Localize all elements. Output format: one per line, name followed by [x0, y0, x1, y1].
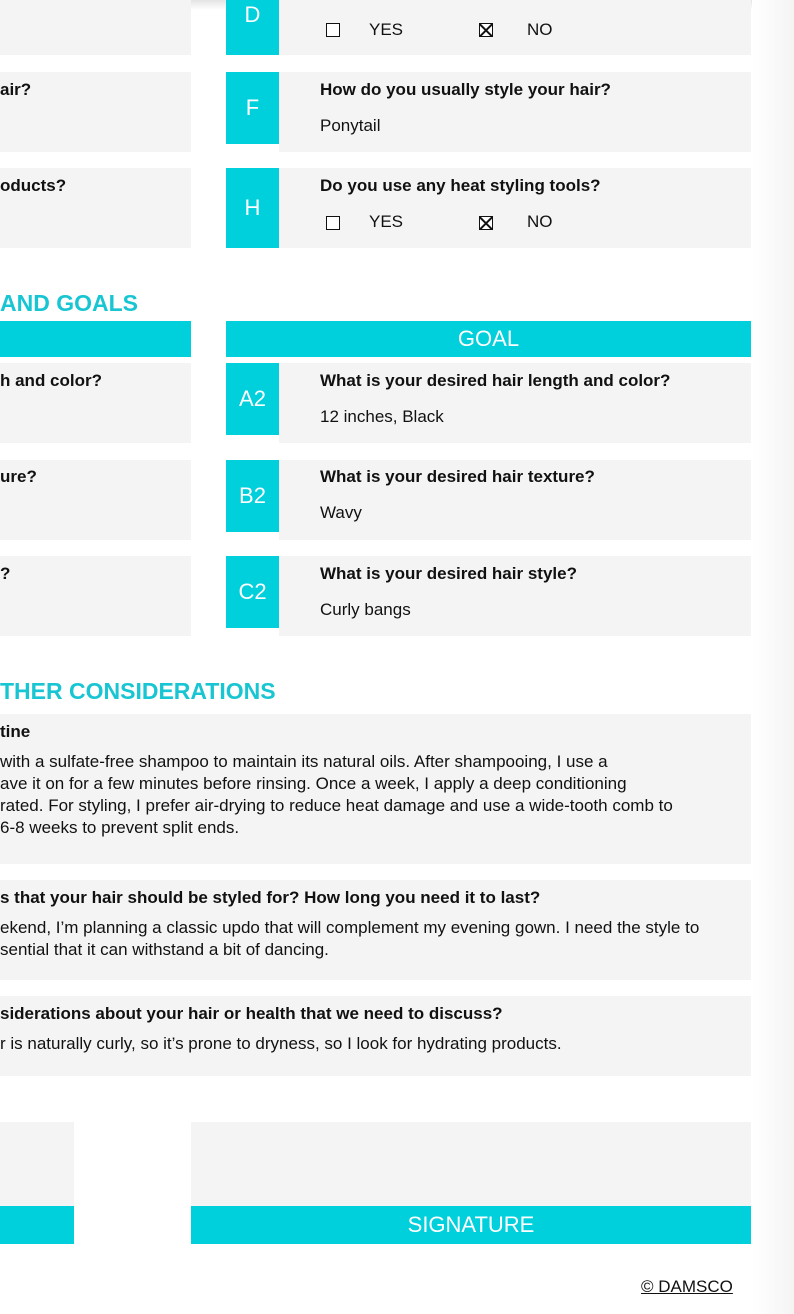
goal-answer-b2[interactable]: Wavy [320, 503, 362, 522]
goal-answer-c2[interactable]: Curly bangs [320, 600, 411, 619]
health-text-line: r is naturally curly, so it’s prone to dryness, so I look for hydrating products. [0, 1034, 562, 1053]
left-answer-box-row1 [0, 0, 191, 55]
current-answer-box [0, 556, 191, 636]
yes-checkbox-d[interactable] [326, 23, 340, 37]
date-label-bar [0, 1206, 74, 1244]
goal-header-bar: GOAL [226, 321, 751, 357]
routine-text-line: ave it on for a few minutes before rinsing. Once a week, I apply a deep conditioning [0, 774, 627, 793]
signature-label-bar: SIGNATURE [191, 1206, 751, 1244]
goal-question-b2: What is your desired hair texture? [320, 467, 595, 486]
current-header-bar [0, 321, 191, 357]
yes-label-h: YES [369, 212, 404, 231]
health-question: siderations about your hair or health that we need to discuss? [0, 1004, 503, 1023]
no-checkbox-h[interactable] [479, 216, 493, 230]
current-question-partial: h and color? [0, 371, 102, 390]
yes-checkbox-h[interactable] [326, 216, 340, 230]
goal-answer-a2[interactable]: 12 inches, Black [320, 407, 444, 426]
left-question-partial: air? [0, 80, 32, 99]
goal-letter-b2: B2 [226, 460, 279, 532]
routine-text-line: with a sulfate-free shampoo to maintain its natural oils. After shampooing, I use a [0, 752, 608, 771]
goal-letter-a2: A2 [226, 363, 279, 435]
question-letter-h: H [226, 168, 279, 248]
copyright-footer: © DAMSCO [641, 1277, 733, 1296]
no-label-h: NO [527, 212, 553, 231]
routine-text-line: rated. For styling, I prefer air-drying to reduce heat damage and use a wide-tooth comb to [0, 796, 673, 815]
event-text-line: sential that it can withstand a bit of dancing. [0, 940, 329, 959]
goals-section-heading: AND GOALS [0, 290, 138, 316]
answer-box-d [279, 0, 751, 55]
current-question-partial: ure? [0, 467, 37, 486]
current-question-partial: ? [0, 564, 11, 583]
routine-text-line: 6-8 weeks to prevent split ends. [0, 818, 240, 837]
yes-label-d: YES [369, 20, 404, 39]
goal-letter-c2: C2 [226, 556, 279, 628]
question-h: Do you use any heat styling tools? [320, 176, 601, 195]
question-letter-d: D [226, 0, 279, 55]
considerations-heading: THER CONSIDERATIONS [0, 678, 276, 704]
event-question: s that your hair should be styled for? How long you need it to last? [0, 888, 541, 907]
goal-question-c2: What is your desired hair style? [320, 564, 577, 583]
question-f: How do you usually style your hair? [320, 80, 611, 99]
goal-question-a2: What is your desired hair length and color? [320, 371, 671, 390]
signature-field[interactable] [191, 1122, 751, 1206]
routine-title: tine [0, 722, 31, 741]
page-edge-shadow [752, 0, 794, 1314]
date-field[interactable] [0, 1122, 74, 1206]
no-checkbox-d[interactable] [479, 23, 493, 37]
left-question-partial: oducts? [0, 176, 67, 195]
no-label-d: NO [527, 20, 553, 39]
question-letter-f: F [226, 72, 279, 144]
answer-f[interactable]: Ponytail [320, 116, 381, 135]
event-text-line: ekend, I’m planning a classic updo that will complement my evening gown. I need the style to [0, 918, 700, 937]
